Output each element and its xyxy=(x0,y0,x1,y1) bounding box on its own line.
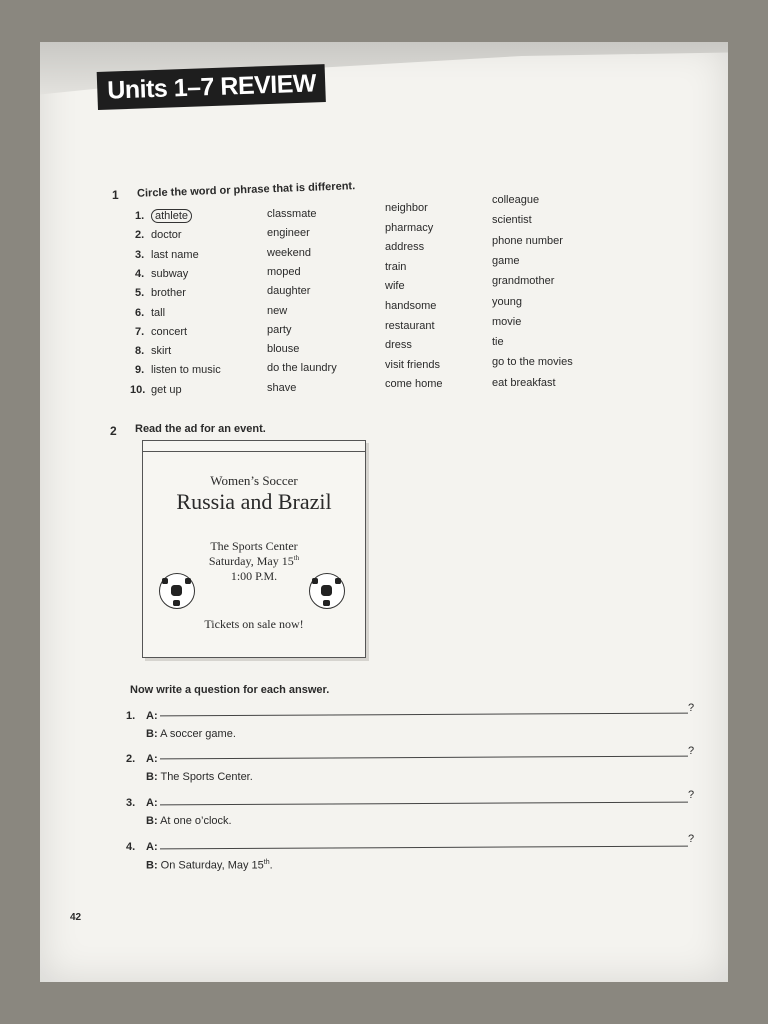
question-answer-line[interactable] xyxy=(160,756,688,760)
word-option-text: pharmacy xyxy=(385,221,434,234)
word-option[interactable] xyxy=(151,249,199,261)
word-option-text: restaurant xyxy=(385,319,435,332)
word-option[interactable] xyxy=(267,227,310,239)
word-option[interactable] xyxy=(267,208,317,220)
question-mark: ? xyxy=(688,745,695,757)
question-answer-line[interactable] xyxy=(160,846,688,850)
word-option[interactable] xyxy=(267,362,337,374)
speaker-a-label: A: xyxy=(146,710,158,722)
speaker-b-label: B: xyxy=(146,859,158,872)
ad-tickets: Tickets on sale now! xyxy=(204,617,304,631)
page-title: Units 1–7 REVIEW xyxy=(97,64,326,110)
word-option-text: listen to music xyxy=(151,364,221,377)
word-option-text: movie xyxy=(492,315,522,328)
answer-text: On Saturday, May 15 xyxy=(160,859,264,872)
speaker-b-label: B: xyxy=(146,815,158,827)
question-mark: ? xyxy=(688,789,695,801)
word-option[interactable] xyxy=(385,222,433,234)
speaker-a-label: A: xyxy=(146,797,158,809)
word-option[interactable] xyxy=(267,266,301,278)
question-number: 1. xyxy=(126,710,136,722)
word-option[interactable] xyxy=(492,377,556,389)
word-option-text: shave xyxy=(267,381,297,394)
word-option[interactable] xyxy=(267,285,310,297)
ad-date-suffix: th xyxy=(293,554,300,562)
word-option-text: new xyxy=(267,304,288,317)
word-option[interactable] xyxy=(385,300,436,312)
word-option-text: do the laundry xyxy=(267,362,337,375)
item-number: 9. xyxy=(135,364,145,377)
question-answer-line[interactable] xyxy=(160,713,688,717)
question-mark: ? xyxy=(688,833,695,845)
word-option[interactable] xyxy=(151,287,186,299)
word-option-text: weekend xyxy=(267,246,312,259)
word-option[interactable] xyxy=(151,326,187,338)
word-option[interactable] xyxy=(385,241,424,253)
word-option-text: phone number xyxy=(492,234,563,247)
question-mark: ? xyxy=(688,702,695,714)
section-2-sub-instruction: Now write a question for each answer. xyxy=(130,684,330,696)
answer-b xyxy=(146,728,236,740)
word-option[interactable] xyxy=(385,320,435,332)
word-option[interactable] xyxy=(385,280,405,292)
answer-b xyxy=(146,815,232,827)
answer-text: At one o’clock. xyxy=(160,815,232,827)
section-2-number: 2 xyxy=(110,424,117,438)
word-option[interactable] xyxy=(492,336,504,348)
item-number: 6. xyxy=(135,306,145,319)
word-option[interactable] xyxy=(267,382,296,394)
speaker-b-label: B: xyxy=(146,728,158,740)
ad-time: 1:00 P.M. xyxy=(230,569,278,583)
event-ad xyxy=(142,440,366,658)
answer-text: A soccer game. xyxy=(160,728,236,740)
item-number: 3. xyxy=(135,248,145,261)
word-option-text: daughter xyxy=(267,285,311,298)
word-option[interactable] xyxy=(151,210,192,222)
ad-date xyxy=(143,554,365,569)
word-option-text: grandmother xyxy=(492,275,555,288)
word-option[interactable] xyxy=(492,316,521,328)
word-option[interactable] xyxy=(151,268,188,280)
word-option-text: tie xyxy=(492,336,504,349)
word-option-text: visit friends xyxy=(385,358,441,371)
word-option-text: classmate xyxy=(267,208,317,220)
word-option-text: dress xyxy=(385,339,412,352)
ad-top-rule xyxy=(143,451,365,452)
answer-b xyxy=(146,859,273,872)
word-option-text: party xyxy=(267,323,292,336)
word-option-text: get up xyxy=(151,383,182,396)
word-option-text: go to the movies xyxy=(492,356,573,369)
word-option-text: game xyxy=(492,254,520,267)
item-number: 2. xyxy=(135,229,145,242)
word-option-text: doctor xyxy=(151,229,182,242)
question-number: 3. xyxy=(126,797,136,809)
word-option-text: eat breakfast xyxy=(492,376,556,389)
word-option-text: train xyxy=(385,260,407,273)
answer-b xyxy=(146,771,253,783)
word-option-text: colleague xyxy=(492,194,540,206)
ad-heading: Women’s Soccer xyxy=(210,473,298,488)
word-option[interactable] xyxy=(267,305,287,317)
workbook-page xyxy=(40,42,728,982)
word-option-text: blouse xyxy=(267,343,300,356)
item-number: 5. xyxy=(135,287,145,300)
word-option[interactable] xyxy=(492,255,520,267)
word-option-text: neighbor xyxy=(385,202,428,214)
item-number: 7. xyxy=(135,325,145,338)
ad-date-text: Saturday, May 15 xyxy=(208,554,294,568)
word-option[interactable] xyxy=(492,194,539,206)
item-number: 4. xyxy=(135,267,145,280)
word-option-text: athlete xyxy=(151,209,192,223)
word-option-text: scientist xyxy=(492,214,532,227)
word-option[interactable] xyxy=(267,324,291,336)
word-option-text: tall xyxy=(151,306,166,319)
word-option[interactable] xyxy=(267,247,311,259)
word-option[interactable] xyxy=(385,202,428,214)
item-number: 10. xyxy=(130,383,146,396)
answer-suffix: th xyxy=(263,859,270,866)
soccer-ball-icon xyxy=(159,573,195,609)
speaker-a-label: A: xyxy=(146,841,158,853)
word-option[interactable] xyxy=(151,384,182,396)
question-number: 2. xyxy=(126,753,136,765)
soccer-ball-icon xyxy=(309,573,345,609)
word-option[interactable] xyxy=(492,235,563,247)
word-option[interactable] xyxy=(151,229,182,241)
word-option[interactable] xyxy=(385,261,406,273)
ad-venue: The Sports Center xyxy=(210,539,298,553)
word-option-text: young xyxy=(492,295,522,308)
section-2-instruction: Read the ad for an event. xyxy=(135,423,266,435)
word-option[interactable] xyxy=(385,359,440,371)
word-option-text: brother xyxy=(151,287,186,300)
item-number: 8. xyxy=(135,345,145,358)
question-number: 4. xyxy=(126,841,136,853)
word-option-text: wife xyxy=(385,280,405,293)
word-option[interactable] xyxy=(151,345,171,357)
speaker-a-label: A: xyxy=(146,753,158,765)
answer-end: . xyxy=(269,859,273,872)
item-number: 1. xyxy=(135,210,145,222)
word-option[interactable] xyxy=(492,214,532,226)
answer-text: The Sports Center. xyxy=(160,771,253,783)
section-1-number: 1 xyxy=(112,188,119,202)
word-option-text: address xyxy=(385,241,425,254)
page-number: 42 xyxy=(70,912,82,923)
word-option-text: skirt xyxy=(151,345,172,358)
word-option[interactable] xyxy=(492,275,554,287)
word-option-text: engineer xyxy=(267,227,310,240)
word-option[interactable] xyxy=(492,296,522,308)
speaker-b-label: B: xyxy=(146,771,158,783)
word-option-text: subway xyxy=(151,267,189,280)
word-option-text: handsome xyxy=(385,300,437,312)
word-option[interactable] xyxy=(492,356,573,368)
word-option-text: last name xyxy=(151,248,199,261)
word-option-text: moped xyxy=(267,265,301,278)
word-option-text: concert xyxy=(151,325,188,338)
word-option[interactable] xyxy=(151,307,165,319)
word-option[interactable] xyxy=(385,339,412,351)
word-option[interactable] xyxy=(151,364,221,376)
section-1-instruction: Circle the word or phrase that is different. xyxy=(136,180,356,200)
word-option[interactable] xyxy=(385,378,442,390)
word-option-text: come home xyxy=(385,378,443,391)
ad-teams: Russia and Brazil xyxy=(176,489,332,514)
word-option[interactable] xyxy=(267,343,299,355)
question-answer-line[interactable] xyxy=(160,802,688,806)
